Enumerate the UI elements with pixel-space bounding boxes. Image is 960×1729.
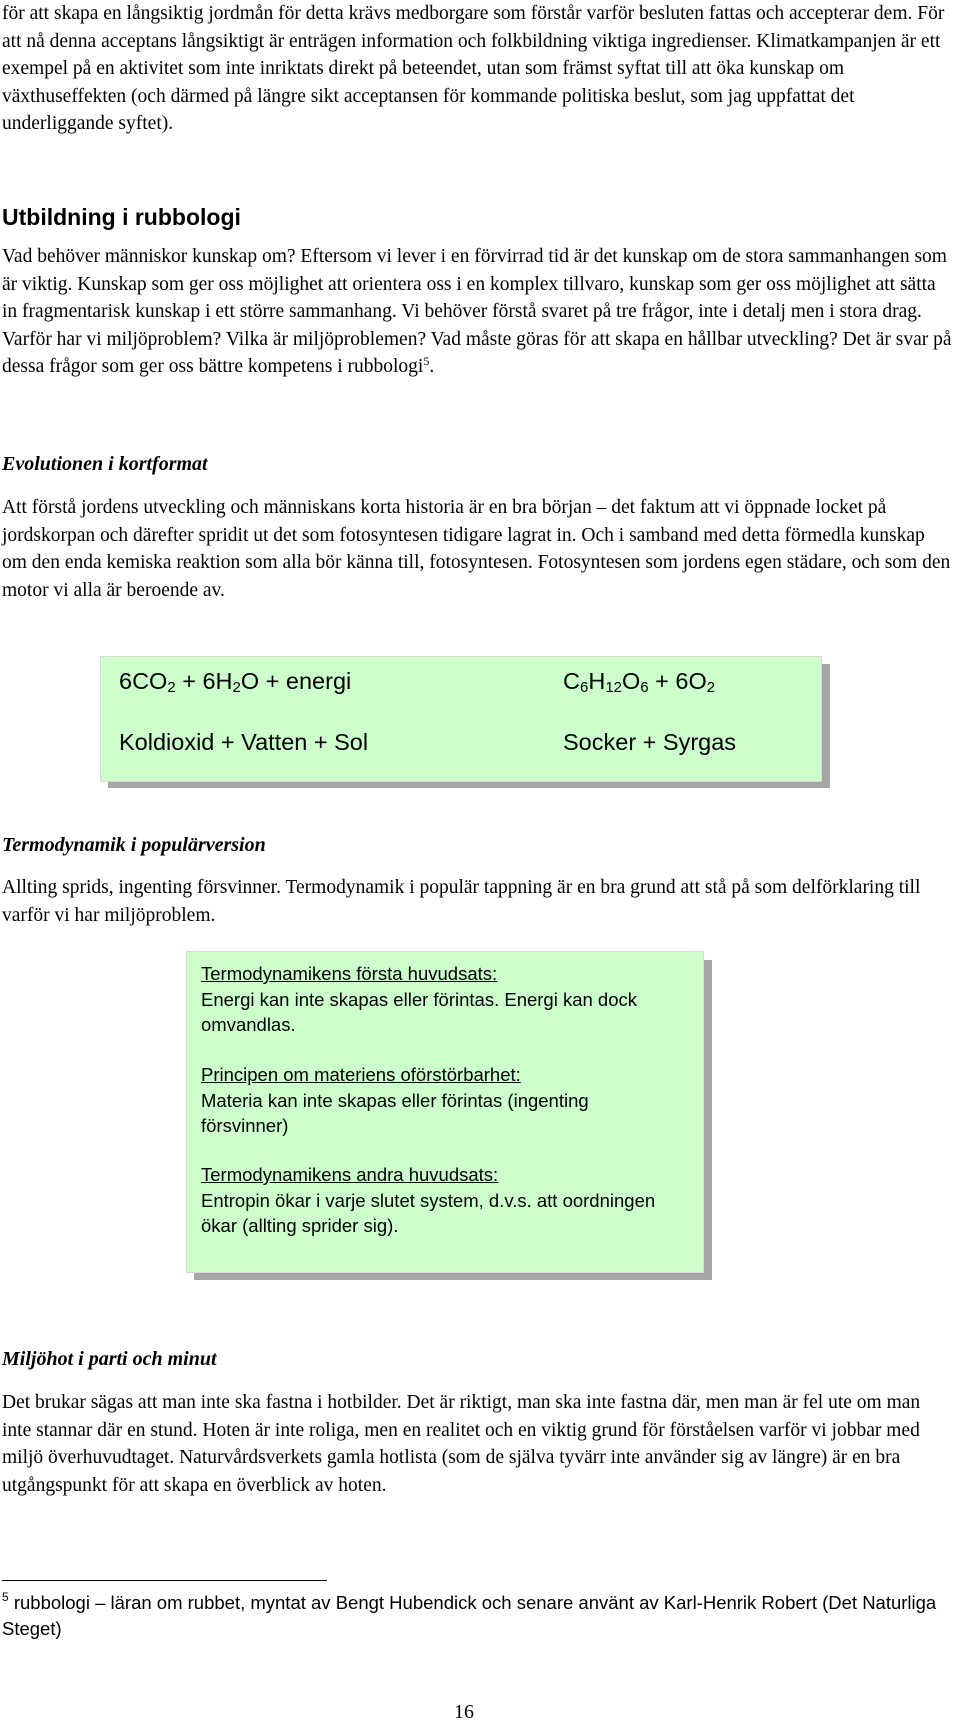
page-number: 16	[454, 1701, 474, 1723]
equation-box	[100, 656, 822, 782]
termodynamik-paragraph: Allting sprids, ingenting försvinner. Termodynamik i populär tappning är en bra grund att stå på som delförklaring till varför vi har miljöproblem.	[2, 877, 921, 926]
law-second-title: Termodynamikens andra huvudsats:	[201, 1164, 499, 1185]
footnote	[2, 1590, 952, 1642]
law-first-body: Energi kan inte skapas eller förintas. Energi kan dock omvandlas.	[201, 988, 638, 1035]
law-matter-title: Principen om materiens oförstörbarhet:	[201, 1064, 521, 1085]
law-second-body: Entropin ökar i varje slutet system, d.v.s. att oordningen ökar (allting sprider sig).	[201, 1189, 656, 1236]
law-second	[201, 1162, 681, 1239]
footnote-ref: 5	[423, 354, 430, 369]
equation-reactants-words: Koldioxid + Vatten + Sol	[119, 729, 369, 755]
laws-box	[186, 951, 704, 1273]
rubbologi-end: .	[429, 356, 435, 378]
footnote-separator	[2, 1580, 327, 1581]
law-first-title: Termodynamikens första huvudsats:	[201, 963, 498, 984]
law-matter	[201, 1062, 681, 1139]
evolution-paragraph: Att förstå jordens utveckling och människans korta historia är en bra början – det faktum att vi öppnade locket på jordskorpan och därefter spridit ut det som fotosyntesen tidigare lagrat in. Och i samband med detta förmedla kunskap om den enda kemiska reaktion som alla bör känna till, fotosyntesen. Fotosyntesen som jordens egen städare, och som den motor vi alla är beroende av.	[2, 497, 951, 601]
intro-paragraph: för att skapa en långsiktig jordmån för detta krävs medborgare som förstår varför besluten fattas och accepterar dem. För att nå denna acceptans långsiktigt är enträgen information och folkbildning viktiga ingredienser. Klimatkampanjen är ett exempel på en aktivitet som inte inriktats direkt på beteendet, utan som främst syftat till att öka kunskap om växthuseffekten (och därmed på längre sikt acceptansen för kommande politiska beslut, som jag uppfattat det underliggande syftet).	[2, 3, 945, 135]
footnote-number: 5	[2, 1590, 9, 1604]
heading-evolution: Evolutionen i kortformat	[2, 453, 208, 475]
heading-miljohot: Miljöhot i parti och minut	[2, 1348, 217, 1370]
law-first	[201, 961, 681, 1038]
miljohot-paragraph: Det brukar sägas att man inte ska fastna i hotbilder. Det är riktigt, man ska inte fastna där, men man är fel ute om man inte stannar där en stund. Hoten är inte roliga, men en realitet och en viktig grund för förståelsen varför vi jobbar med miljö överhuvudtaget. Naturvårdsverkets gamla hotlista (som de själva tyvärr inte använder sig av längre) är en bra utgångspunkt för att skapa en överblick av hoten.	[2, 1392, 921, 1496]
equation-products-words: Socker + Syrgas	[563, 729, 737, 755]
rubbologi-text: Vad behöver människor kunskap om? Eftersom vi lever i en förvirrad tid är det kunskap om de stora sammanhangen som är viktig. Kunskap som ger oss möjlighet att orientera oss i en komplex tillvaro, kunskap som ger oss möjlighet att sätta in fragmentarisk kunskap i ett större sammanhang. Vi behöver förstå svaret på tre frågor, inte i detalj men i stora drag. Varför har vi miljöproblem? Vilka är miljöproblemen? Vad måste göras för att skapa en hållbar utveckling? Det är svar på dessa frågor som ger oss bättre kompetens i rubbologi	[2, 246, 952, 378]
law-matter-body: Materia kan inte skapas eller förintas (ingenting försvinner)	[201, 1089, 589, 1136]
heading-termodynamik: Termodynamik i populärversion	[2, 834, 266, 856]
heading-rubbologi: Utbildning i rubbologi	[2, 204, 241, 230]
footnote-text: rubbologi – läran om rubbet, myntat av Bengt Hubendick och senare använt av Karl-Henrik Robert (Det Naturliga Steget)	[2, 1592, 937, 1639]
rubbologi-paragraph	[2, 243, 954, 381]
equation-products: $C_6H_{12}O_6 + 6O_2$	[563, 668, 716, 696]
equation-reactants: $6CO_2 + 6H_2O$ + energi	[119, 668, 352, 696]
